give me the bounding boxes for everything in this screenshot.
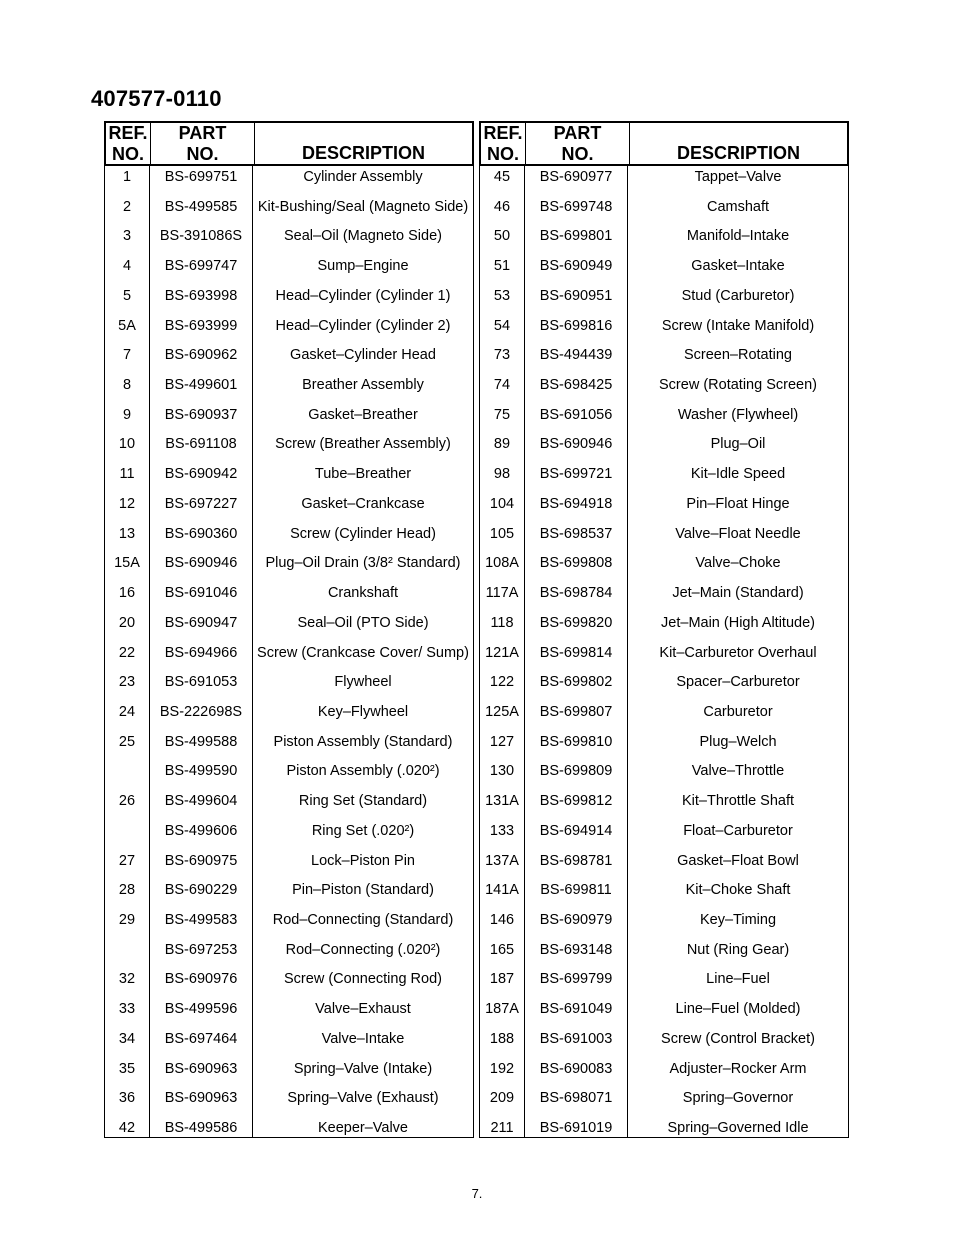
table-row — [480, 820, 848, 850]
part-no-cell: BS-699721 — [539, 466, 613, 483]
ref-no-cell: 3 — [122, 228, 132, 245]
part-no-cell: BS-690975 — [164, 852, 238, 869]
table-row — [480, 1058, 848, 1088]
part-no-cell: BS-690949 — [539, 258, 613, 275]
part-no-cell: BS-693999 — [164, 317, 238, 334]
table-row — [480, 701, 848, 731]
ref-no-cell: 10 — [118, 436, 136, 453]
description-cell: Jet–Main (Standard) — [672, 585, 804, 602]
description-cell: Line–Fuel (Molded) — [675, 1001, 801, 1018]
description-cell: Washer (Flywheel) — [677, 406, 799, 423]
description-cell: Ring Set (Standard) — [298, 793, 428, 810]
table-row — [480, 998, 848, 1028]
header-part-line1: PART — [553, 122, 602, 143]
ref-no-cell: 73 — [493, 347, 511, 364]
ref-no-cell: 104 — [489, 495, 515, 512]
table-row — [480, 196, 848, 226]
ref-no-cell: 108A — [485, 555, 519, 572]
table-row — [105, 998, 473, 1028]
ref-no-cell: 137A — [485, 852, 519, 869]
ref-no-cell: 34 — [118, 1030, 136, 1047]
description-cell: Kit–Throttle Shaft — [681, 793, 795, 810]
ref-no-cell: 25 — [118, 733, 136, 750]
ref-no-cell — [105, 820, 149, 842]
part-no-cell: BS-691046 — [164, 585, 238, 602]
description-cell: Lock–Piston Pin — [311, 852, 415, 869]
ref-no-cell: 121A — [485, 644, 519, 661]
ref-no-cell: 192 — [489, 1060, 515, 1077]
table-row — [105, 909, 473, 939]
ref-no-cell: 13 — [118, 525, 136, 542]
parts-table-left — [104, 121, 474, 1138]
description-cell: Plug–Oil Drain (3/8² Standard) — [265, 555, 461, 572]
table-row — [105, 1028, 473, 1058]
table-row — [480, 612, 848, 642]
part-no-cell: BS-699748 — [539, 198, 613, 215]
part-no-cell: BS-499583 — [164, 911, 238, 928]
table-row — [105, 671, 473, 701]
ref-no-cell: 133 — [489, 822, 515, 839]
part-no-cell: BS-699816 — [539, 317, 613, 334]
part-no-cell: BS-691049 — [539, 1001, 613, 1018]
part-no-cell: BS-691108 — [165, 436, 237, 453]
header-part-no — [525, 123, 629, 164]
table-row — [105, 463, 473, 493]
description-cell: Piston Assembly (Standard) — [273, 733, 453, 750]
table-row — [480, 493, 848, 523]
part-no-cell: BS-694966 — [164, 644, 238, 661]
part-no-cell: BS-499601 — [164, 377, 238, 394]
ref-no-cell: 9 — [122, 406, 132, 423]
description-cell: Kit–Idle Speed — [690, 466, 786, 483]
part-no-cell: BS-499585 — [164, 198, 238, 215]
ref-no-cell: 50 — [493, 228, 511, 245]
description-cell: Seal–Oil (Magneto Side) — [284, 228, 442, 245]
ref-no-cell: 51 — [493, 258, 511, 275]
table-row — [480, 642, 848, 672]
table-row — [480, 344, 848, 374]
part-no-cell: BS-499604 — [164, 793, 238, 810]
part-no-cell: BS-690977 — [539, 169, 613, 185]
description-cell: Rod–Connecting (.020²) — [285, 941, 441, 958]
table-row — [105, 315, 473, 345]
description-cell: Screw (Intake Manifold) — [661, 317, 815, 334]
description-cell: Gasket–Float Bowl — [677, 852, 799, 869]
ref-no-cell: 29 — [118, 911, 136, 928]
ref-no-cell: 89 — [493, 436, 511, 453]
part-no-cell: BS-499586 — [164, 1120, 238, 1136]
description-cell: Nut (Ring Gear) — [686, 941, 790, 958]
ref-no-cell: 146 — [489, 911, 515, 928]
description-cell: Gasket–Crankcase — [301, 495, 425, 512]
part-no-cell: BS-698071 — [539, 1090, 613, 1107]
part-no-cell: BS-494439 — [539, 347, 613, 364]
description-cell: Ring Set (.020²) — [311, 822, 415, 839]
ref-no-cell: 23 — [118, 674, 136, 691]
part-no-cell: BS-499606 — [164, 822, 238, 839]
part-no-cell: BS-691019 — [539, 1120, 613, 1136]
table-row — [105, 939, 473, 969]
part-no-cell: BS-690937 — [164, 406, 238, 423]
page-title: 407577-0110 — [91, 86, 222, 111]
ref-no-cell: 209 — [489, 1090, 515, 1107]
ref-no-cell: 42 — [118, 1120, 136, 1136]
ref-no-cell: 35 — [118, 1060, 136, 1077]
description-cell: Valve–Float Needle — [675, 525, 801, 542]
table-row — [105, 968, 473, 998]
description-cell: Spring–Valve (Intake) — [293, 1060, 433, 1077]
description-cell: Jet–Main (High Altitude) — [661, 614, 815, 631]
table-row — [105, 523, 473, 553]
description-cell: Gasket–Cylinder Head — [290, 347, 436, 364]
ref-no-cell: 12 — [118, 495, 136, 512]
description-cell: Kit–Carburetor Overhaul — [659, 644, 817, 661]
part-no-cell: BS-499588 — [164, 733, 238, 750]
part-no-cell: BS-690360 — [164, 525, 238, 542]
part-no-cell: BS-699799 — [539, 971, 613, 988]
part-no-cell: BS-699751 — [164, 169, 238, 185]
ref-no-cell: 105 — [489, 525, 515, 542]
table-row — [105, 642, 473, 672]
part-no-cell: BS-698784 — [539, 585, 613, 602]
description-cell: Screw (Crankcase Cover/ Sump) — [257, 644, 469, 661]
description-cell: Valve–Throttle — [691, 763, 785, 780]
ref-no-cell — [105, 939, 149, 961]
parts-table-right — [479, 121, 849, 1138]
table-row — [480, 1028, 848, 1058]
header-description-label: DESCRIPTION — [301, 143, 425, 163]
ref-no-cell: 53 — [493, 287, 511, 304]
description-cell: Line–Fuel — [706, 971, 770, 988]
ref-no-cell: 188 — [489, 1030, 515, 1047]
table-row — [105, 1117, 473, 1147]
part-no-cell: BS-690946 — [539, 436, 613, 453]
table-row — [105, 1087, 473, 1117]
description-cell: Spring–Governor — [682, 1090, 794, 1107]
part-no-cell: BS-698425 — [539, 377, 613, 394]
description-cell: Head–Cylinder (Cylinder 2) — [275, 317, 451, 334]
table-row — [105, 612, 473, 642]
part-no-cell: BS-691053 — [164, 674, 238, 691]
description-cell: Carburetor — [703, 703, 773, 720]
table-row — [105, 879, 473, 909]
header-part-no — [150, 123, 254, 164]
description-cell: Screw (Breather Assembly) — [275, 436, 451, 453]
description-cell: Plug–Oil — [710, 436, 766, 453]
part-no-cell: BS-698781 — [539, 852, 613, 869]
header-ref-line2: NO. — [111, 143, 144, 164]
description-cell: Float–Carburetor — [683, 822, 793, 839]
description-cell: Tappet–Valve — [694, 169, 782, 185]
description-cell: Manifold–Intake — [686, 228, 790, 245]
table-row — [105, 790, 473, 820]
description-cell: Screw (Cylinder Head) — [290, 525, 436, 542]
description-cell: Kit–Choke Shaft — [685, 882, 791, 899]
ref-no-cell: 122 — [489, 674, 515, 691]
ref-no-cell: 98 — [493, 466, 511, 483]
table-row — [480, 404, 848, 434]
part-no-cell: BS-697464 — [164, 1030, 238, 1047]
header-description-label: DESCRIPTION — [676, 143, 800, 163]
header-description — [254, 123, 472, 164]
part-no-cell: BS-694918 — [539, 495, 613, 512]
table-row — [480, 315, 848, 345]
table-row — [105, 582, 473, 612]
description-cell: Rod–Connecting (Standard) — [272, 911, 454, 928]
ref-no-cell: 22 — [118, 644, 136, 661]
table-body — [479, 166, 849, 1138]
table-row — [480, 731, 848, 761]
ref-no-cell: 118 — [490, 614, 514, 631]
table-body — [104, 166, 474, 1138]
table-row — [105, 166, 473, 196]
part-no-cell: BS-690963 — [164, 1060, 238, 1077]
ref-no-cell: 74 — [493, 377, 511, 394]
description-cell: Cylinder Assembly — [303, 169, 423, 185]
part-no-cell: BS-699814 — [539, 644, 613, 661]
header-part-line1: PART — [178, 122, 227, 143]
part-no-cell: BS-391086S — [159, 228, 243, 245]
ref-no-cell: 15A — [114, 555, 140, 572]
description-cell: Valve–Intake — [321, 1030, 405, 1047]
table-row — [480, 523, 848, 553]
description-cell: Valve–Exhaust — [315, 1001, 411, 1018]
table-row — [480, 879, 848, 909]
table-row — [480, 552, 848, 582]
part-no-cell: BS-499590 — [164, 763, 238, 780]
ref-no-cell: 187A — [485, 1001, 519, 1018]
table-row — [480, 225, 848, 255]
table-header — [479, 121, 849, 166]
ref-no-cell: 7 — [122, 347, 132, 364]
page-number: 7. — [471, 1186, 483, 1201]
ref-no-cell — [105, 760, 149, 782]
ref-no-cell: 127 — [489, 733, 515, 750]
description-cell: Adjuster–Rocker Arm — [669, 1060, 807, 1077]
table-row — [480, 850, 848, 880]
table-row — [480, 255, 848, 285]
part-no-cell: BS-222698S — [159, 703, 243, 720]
ref-no-cell: 36 — [118, 1090, 136, 1107]
description-cell: Seal–Oil (PTO Side) — [297, 614, 429, 631]
table-row — [105, 225, 473, 255]
description-cell: Plug–Welch — [699, 733, 777, 750]
header-ref-no — [106, 123, 150, 164]
ref-no-cell: 54 — [493, 317, 511, 334]
table-row — [480, 909, 848, 939]
description-cell: Kit-Bushing/Seal (Magneto Side) — [257, 198, 469, 215]
part-no-cell: BS-499596 — [164, 1001, 238, 1018]
part-no-cell: BS-699811 — [540, 882, 612, 899]
table-row — [480, 166, 848, 196]
ref-no-cell: 33 — [118, 1001, 136, 1018]
part-no-cell: BS-690979 — [539, 911, 613, 928]
ref-no-cell: 45 — [493, 169, 511, 185]
part-no-cell: BS-699802 — [539, 674, 613, 691]
table-row — [105, 850, 473, 880]
ref-no-cell: 1 — [122, 169, 132, 185]
table-row — [480, 285, 848, 315]
table-row — [480, 760, 848, 790]
part-no-cell: BS-699812 — [539, 793, 613, 810]
part-no-cell: BS-690083 — [539, 1060, 613, 1077]
part-no-cell: BS-690229 — [164, 882, 238, 899]
part-no-cell: BS-698537 — [539, 525, 613, 542]
table-row — [105, 374, 473, 404]
ref-no-cell: 211 — [490, 1120, 514, 1136]
part-no-cell: BS-699820 — [539, 614, 613, 631]
part-no-cell: BS-690963 — [164, 1090, 238, 1107]
table-row — [105, 1058, 473, 1088]
table-row — [480, 374, 848, 404]
header-ref-no — [481, 123, 525, 164]
description-cell: Pin–Float Hinge — [686, 495, 790, 512]
part-no-cell: BS-694914 — [539, 822, 613, 839]
part-no-cell: BS-699807 — [539, 703, 613, 720]
part-no-cell: BS-697253 — [164, 941, 238, 958]
part-no-cell: BS-699809 — [539, 763, 613, 780]
ref-no-cell: 11 — [119, 466, 135, 483]
part-no-cell: BS-691056 — [539, 406, 613, 423]
ref-no-cell: 27 — [118, 852, 136, 869]
ref-no-cell: 165 — [489, 941, 515, 958]
description-cell: Camshaft — [706, 198, 770, 215]
description-cell: Spring–Governed Idle — [667, 1120, 809, 1136]
table-row — [105, 552, 473, 582]
part-no-cell: BS-699747 — [164, 258, 238, 275]
table-row — [105, 493, 473, 523]
table-row — [105, 344, 473, 374]
table-row — [105, 404, 473, 434]
table-row — [105, 433, 473, 463]
table-row — [105, 285, 473, 315]
table-row — [480, 968, 848, 998]
ref-no-cell: 117A — [485, 585, 519, 602]
table-row — [480, 463, 848, 493]
description-cell: Head–Cylinder (Cylinder 1) — [275, 287, 451, 304]
ref-no-cell: 141A — [485, 882, 519, 899]
ref-no-cell: 4 — [122, 258, 132, 275]
description-cell: Keeper–Valve — [317, 1120, 409, 1136]
table-row — [105, 701, 473, 731]
part-no-cell: BS-690946 — [164, 555, 238, 572]
header-part-line2: NO. — [561, 143, 594, 164]
part-no-cell: BS-691003 — [539, 1030, 613, 1047]
ref-no-cell: 130 — [489, 763, 515, 780]
table-row — [480, 433, 848, 463]
part-no-cell: BS-690947 — [164, 614, 238, 631]
description-cell: Sump–Engine — [317, 258, 409, 275]
ref-no-cell: 8 — [122, 377, 132, 394]
description-cell: Tube–Breather — [314, 466, 412, 483]
description-cell: Stud (Carburetor) — [681, 287, 795, 304]
ref-no-cell: 24 — [118, 703, 136, 720]
part-no-cell: BS-693148 — [539, 941, 613, 958]
part-no-cell: BS-690962 — [164, 347, 238, 364]
part-no-cell: BS-693998 — [164, 287, 238, 304]
table-row — [105, 196, 473, 226]
header-part-line2: NO. — [186, 143, 219, 164]
description-cell: Key–Flywheel — [317, 703, 409, 720]
part-no-cell: BS-699801 — [539, 228, 613, 245]
table-row — [105, 255, 473, 285]
ref-no-cell: 16 — [118, 585, 136, 602]
description-cell: Pin–Piston (Standard) — [292, 882, 434, 899]
description-cell: Screen–Rotating — [683, 347, 792, 364]
description-cell: Crankshaft — [327, 585, 399, 602]
ref-no-cell: 26 — [118, 793, 136, 810]
part-no-cell: BS-697227 — [164, 495, 238, 512]
ref-no-cell: 131A — [485, 793, 519, 810]
ref-no-cell: 5A — [118, 317, 136, 334]
part-no-cell: BS-690951 — [539, 287, 613, 304]
description-cell: Gasket–Breather — [308, 406, 418, 423]
table-row — [480, 1117, 848, 1147]
part-no-cell: BS-699808 — [539, 555, 613, 572]
ref-no-cell: 187 — [489, 971, 515, 988]
header-description — [629, 123, 847, 164]
header-ref-line2: NO. — [486, 143, 519, 164]
description-cell: Valve–Choke — [695, 555, 781, 572]
description-cell: Breather Assembly — [302, 377, 424, 394]
ref-no-cell: 75 — [493, 406, 511, 423]
ref-no-cell: 125A — [485, 703, 519, 720]
description-cell: Spring–Valve (Exhaust) — [287, 1090, 439, 1107]
table-row — [480, 790, 848, 820]
table-row — [480, 939, 848, 969]
table-row — [105, 820, 473, 850]
header-ref-line1: REF. — [483, 122, 523, 143]
description-cell: Flywheel — [334, 674, 392, 691]
part-no-cell: BS-690976 — [164, 971, 238, 988]
table-row — [480, 1087, 848, 1117]
description-cell: Key–Timing — [699, 911, 777, 928]
description-cell: Piston Assembly (.020²) — [286, 763, 440, 780]
table-row — [105, 760, 473, 790]
ref-no-cell: 20 — [118, 614, 136, 631]
header-ref-line1: REF. — [108, 122, 148, 143]
ref-no-cell: 5 — [122, 287, 132, 304]
part-no-cell: BS-699810 — [539, 733, 613, 750]
description-cell: Screw (Rotating Screen) — [659, 377, 817, 394]
ref-no-cell: 2 — [122, 198, 132, 215]
description-cell: Screw (Control Bracket) — [661, 1030, 815, 1047]
description-cell: Spacer–Carburetor — [676, 674, 800, 691]
ref-no-cell: 32 — [118, 971, 136, 988]
description-cell: Screw (Connecting Rod) — [284, 971, 442, 988]
ref-no-cell: 46 — [493, 198, 511, 215]
ref-no-cell: 28 — [118, 882, 136, 899]
table-header — [104, 121, 474, 166]
part-no-cell: BS-690942 — [164, 466, 238, 483]
table-row — [105, 731, 473, 761]
table-row — [480, 671, 848, 701]
table-row — [480, 582, 848, 612]
description-cell: Gasket–Intake — [691, 258, 785, 275]
